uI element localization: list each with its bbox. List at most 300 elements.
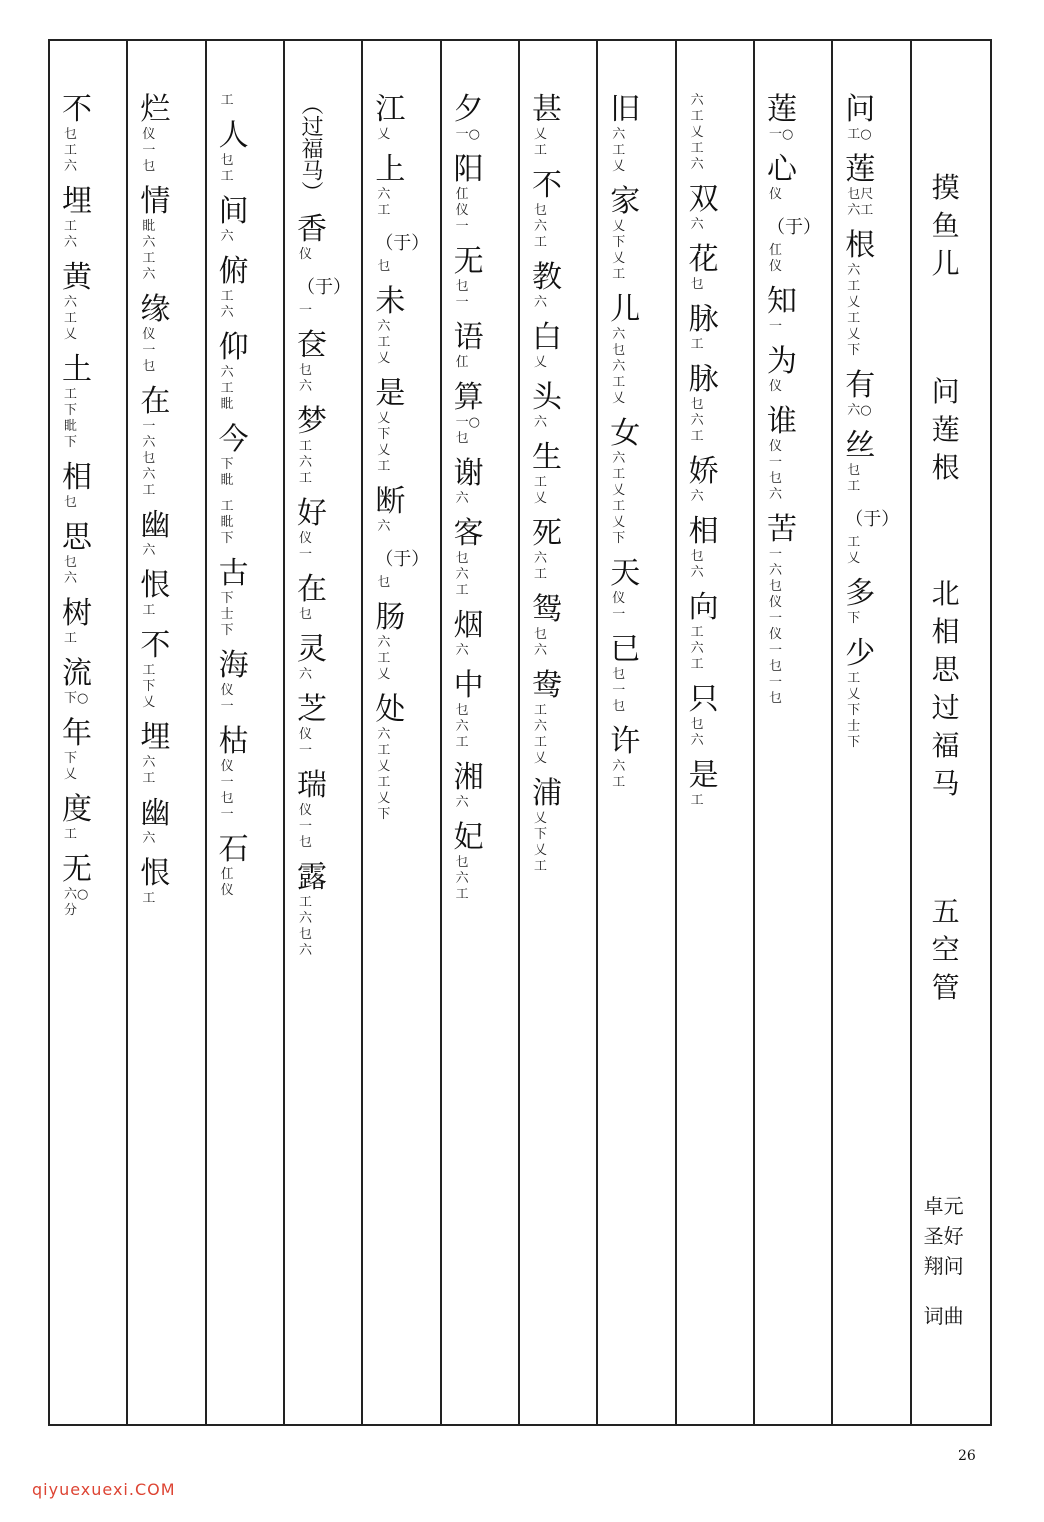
lyric-char: 今 <box>218 422 249 457</box>
lyric-char: 生 <box>531 440 562 475</box>
lyric-char: 谢 <box>453 456 484 491</box>
gongche-note: 六 <box>142 543 156 558</box>
lyric-char: 埋 <box>140 720 171 755</box>
gongche-note: 六 <box>533 719 547 734</box>
score-column <box>520 41 598 1424</box>
lyric-unit <box>375 377 405 475</box>
gongche-note: 乂 <box>690 125 704 140</box>
gongche-note: 下 <box>847 611 861 626</box>
gongche-note: 六 <box>64 159 78 174</box>
lyric-char: 埋 <box>62 184 92 219</box>
gongche-note: 工 <box>533 859 547 874</box>
gongche-note: 乜 <box>847 463 861 478</box>
lyric-unit <box>610 417 640 547</box>
gongche-note: 乜 <box>768 691 782 706</box>
gongche-note: 乜 <box>690 397 704 412</box>
gongche-note: 乜 <box>533 203 547 218</box>
lyric-unit <box>845 577 875 627</box>
gongche-note: 六工 <box>847 203 874 218</box>
lyric-unit <box>297 329 327 395</box>
lyric-unit <box>140 721 170 787</box>
lyric-unit <box>845 505 899 567</box>
lyric-char: 缘 <box>140 292 171 327</box>
gongche-note: 乂 <box>377 667 391 682</box>
lyric-unit <box>375 693 405 823</box>
gongche-note: 六 <box>377 319 391 334</box>
gongche-note: 六 <box>298 943 312 958</box>
gongche-note: 一 <box>298 743 312 758</box>
gongche-note: 乜 <box>64 127 78 142</box>
lyric-unit <box>454 457 484 507</box>
gongche-note: 下 <box>220 531 234 546</box>
lyric-unit <box>297 93 323 203</box>
credit-line: 翔问 <box>923 1254 964 1278</box>
gongche-note: 工 <box>377 203 391 218</box>
lyric-unit <box>219 93 234 109</box>
lyric-unit <box>767 513 797 707</box>
gongche-note: 一 <box>142 143 156 158</box>
lyric-unit <box>454 609 484 659</box>
lyric-unit <box>845 637 875 751</box>
gongche-note: 仜 <box>455 187 469 202</box>
gongche-note: 六 <box>142 755 156 770</box>
lyric-unit <box>767 285 797 335</box>
gongche-note: 乂 <box>533 491 547 506</box>
lyric-char: 石 <box>218 832 249 867</box>
gongche-note: 六 <box>377 635 391 650</box>
gongche-note: 乜 <box>298 835 312 850</box>
lyric-unit <box>454 517 484 599</box>
gongche-note: 六 <box>298 379 312 394</box>
lyric-char: 夕 <box>453 92 484 127</box>
gongche-note: 下 <box>377 807 391 822</box>
gongche-note: 下 <box>142 679 156 694</box>
gongche-note: 仪 <box>298 531 312 546</box>
gongche-note: 六 <box>533 219 547 234</box>
score-column <box>755 41 833 1424</box>
gongche-note: 乜 <box>142 451 156 466</box>
gongche-note: 六 <box>64 295 78 310</box>
gongche-note: 工 <box>142 483 156 498</box>
gongche-note: 乜 <box>298 363 312 378</box>
gongche-note: 乂 <box>64 767 78 782</box>
gongche-note: 下 <box>64 403 78 418</box>
gongche-note: 乂 <box>533 127 547 142</box>
gongche-note: 乂 <box>533 811 547 826</box>
lyric-char: 古 <box>218 556 249 591</box>
lyric-unit <box>532 381 562 431</box>
lyric-unit <box>62 657 92 707</box>
gongche-note: 仪 <box>768 595 782 610</box>
gongche-note: 一 <box>768 319 782 334</box>
gongche-note: 六 <box>612 127 626 142</box>
gongche-note: 六 <box>298 911 312 926</box>
lyric-unit <box>62 353 92 451</box>
gongche-note: 工 <box>220 93 234 108</box>
gongche-note: 乜 <box>612 343 626 358</box>
lyric-unit <box>454 669 484 751</box>
lyric-char: 灵 <box>296 632 327 667</box>
gongche-note: 乂 <box>533 751 547 766</box>
gongche-note: 乜 <box>64 555 78 570</box>
lyric-char: 多 <box>845 576 876 611</box>
lyric-unit <box>62 793 92 843</box>
lyric-unit <box>297 573 327 623</box>
gongche-note: 六 <box>690 413 704 428</box>
lyric-unit <box>689 93 704 173</box>
lyric-unit <box>140 629 170 711</box>
lyric-unit <box>219 119 249 185</box>
lyric-char: 为 <box>766 344 797 379</box>
lyric-unit <box>454 761 484 811</box>
lyric-char: 女 <box>610 416 641 451</box>
gongche-note: 仪 <box>142 127 156 142</box>
gongche-note: 乜 <box>455 703 469 718</box>
lyric-char: 处 <box>375 692 406 727</box>
lyric-char: 已 <box>610 632 641 667</box>
gongche-note: 下 <box>612 531 626 546</box>
lyric-char: 死 <box>531 516 562 551</box>
lyric-unit <box>297 861 327 959</box>
gongche-note: 仪 <box>768 379 782 394</box>
lyric-unit <box>689 243 719 293</box>
gongche-note: 工 <box>533 143 547 158</box>
gongche-note: 乜 <box>455 855 469 870</box>
lyric-unit <box>297 273 351 319</box>
pipe-label: 五 空 管 <box>931 895 960 1004</box>
gongche-note: 工 <box>612 775 626 790</box>
lyric-unit <box>62 597 92 647</box>
lyric-unit <box>219 833 249 899</box>
lyric-unit <box>62 185 92 251</box>
gongche-note: 六 <box>690 733 704 748</box>
lyric-unit <box>610 725 640 791</box>
gongche-note: 工 <box>377 335 391 350</box>
lyric-unit <box>845 153 875 219</box>
gongche-note: 仜 <box>455 355 469 370</box>
lyric-unit <box>532 169 562 251</box>
gongche-note: 乂 <box>612 219 626 234</box>
lyric-unit <box>845 369 875 419</box>
lyric-unit <box>532 321 562 371</box>
lyric-char: 客 <box>453 516 484 551</box>
lyric-unit <box>297 633 327 683</box>
gongche-note: 下 <box>847 343 861 358</box>
lyric-char: 头 <box>531 380 562 415</box>
mode-label: 北 相 思 过 福 马 <box>931 577 960 800</box>
gongche-note: 下 <box>847 735 861 750</box>
lyric-char: 心 <box>766 152 797 187</box>
credit-line: 圣好 <box>923 1224 964 1248</box>
gongche-note: 工 <box>612 267 626 282</box>
gongche-note: 仪 <box>220 759 234 774</box>
lyric-unit <box>845 429 875 495</box>
lyric-char: 双 <box>688 182 719 217</box>
lyric-unit <box>767 213 821 275</box>
gongche-note: 下○ <box>64 691 89 706</box>
gongche-note: 仪 <box>142 327 156 342</box>
lyric-char: 花 <box>688 242 719 277</box>
lyric-char: 阳 <box>453 152 484 187</box>
gongche-note: 乜 <box>377 575 391 590</box>
lyric-char: 情 <box>140 184 171 219</box>
lyric-char: 家 <box>610 184 641 219</box>
gongche-note: 乂 <box>377 791 391 806</box>
gongche-note: 六 <box>455 795 469 810</box>
lyric-unit <box>610 293 640 407</box>
lyric-unit <box>219 725 249 823</box>
gongche-note: 六○ <box>64 887 89 902</box>
gongche-note: 一 <box>142 343 156 358</box>
gongche-note: 工 <box>455 887 469 902</box>
lyric-unit <box>610 557 640 623</box>
gongche-note: 乂 <box>612 515 626 530</box>
gongche-note: 乂 <box>612 251 626 266</box>
gongche-note: 乂 <box>533 843 547 858</box>
gongche-note: 工 <box>64 631 78 646</box>
gongche-note: 乜 <box>455 431 469 446</box>
gongche-note: 下 <box>377 427 391 442</box>
gongche-note: 工 <box>533 703 547 718</box>
lyric-char: 脉 <box>688 362 719 397</box>
gongche-note: 六 <box>455 643 469 658</box>
gongche-note: 一 <box>768 675 782 690</box>
gongche-note: 工 <box>690 625 704 640</box>
gongche-note: 仪 <box>298 727 312 742</box>
gongche-note: 六 <box>455 719 469 734</box>
gongche-note: 下 <box>220 591 234 606</box>
gongche-note: 仪 <box>298 803 312 818</box>
lyric-char: 是 <box>375 376 406 411</box>
score-board <box>48 39 992 1426</box>
gongche-note: 仪 <box>298 247 312 262</box>
score-column <box>128 41 206 1424</box>
score-column <box>677 41 755 1424</box>
lyric-unit <box>689 455 719 505</box>
lyric-char: 土 <box>62 352 92 387</box>
gongche-note: 乂 <box>847 551 861 566</box>
gongche-note: 乜 <box>298 927 312 942</box>
gongche-note: 乜 <box>377 259 391 274</box>
pickup-annotation: （于） <box>766 217 821 238</box>
lyric-unit <box>219 649 249 715</box>
credits <box>924 1191 964 1331</box>
gongche-note: 工○ <box>847 127 872 142</box>
lyric-char: 烟 <box>453 608 484 643</box>
lyric-char: 相 <box>688 514 719 549</box>
lyric-unit <box>62 717 92 783</box>
gongche-note: 工 <box>455 735 469 750</box>
lyric-char: 莲 <box>766 92 797 127</box>
lyric-unit <box>62 261 92 343</box>
gongche-note: 乜 <box>298 607 312 622</box>
lyric-char: 未 <box>375 284 406 319</box>
pickup-annotation: （于） <box>375 549 430 570</box>
gongche-note: 六 <box>612 451 626 466</box>
lyric-unit <box>767 153 797 203</box>
lyric-char: 根 <box>845 228 876 263</box>
gongche-note: 仪 <box>455 203 469 218</box>
gongche-note: 下 <box>533 827 547 842</box>
lyric-unit <box>689 183 719 233</box>
lyric-char: 瑞 <box>296 768 327 803</box>
gongche-note: 工 <box>377 743 391 758</box>
gongche-note: 乜 <box>690 717 704 732</box>
gongche-note: 一 <box>768 455 782 470</box>
gongche-note: 乜 <box>768 579 782 594</box>
gongche-note: 乜 <box>533 627 547 642</box>
piece-title: 摸 鱼 儿 <box>931 171 960 280</box>
gongche-note: 工 <box>690 109 704 124</box>
gongche-note: 乂 <box>377 759 391 774</box>
gongche-note: 下 <box>612 235 626 250</box>
lyric-char: 流 <box>62 656 92 691</box>
gongche-note: 工 <box>612 499 626 514</box>
gongche-note: 仪 <box>768 187 782 202</box>
score-column <box>442 41 520 1424</box>
lyric-unit <box>454 245 484 311</box>
gongche-note: 六 <box>220 229 234 244</box>
gongche-note: 一○ <box>455 127 480 142</box>
gongche-note: 工 <box>533 235 547 250</box>
lyric-unit <box>454 321 484 371</box>
title-column <box>912 41 990 1424</box>
gongche-note: 六 <box>690 641 704 656</box>
pickup-annotation: （于） <box>845 509 900 530</box>
lyric-unit <box>140 857 170 907</box>
gongche-note: 工 <box>220 499 234 514</box>
gongche-note: 工 <box>64 219 78 234</box>
lyric-char: 香 <box>296 212 327 247</box>
gongche-note: 一 <box>220 699 234 714</box>
lyric-char: 恨 <box>140 568 171 603</box>
credit-line: 卓元 <box>923 1194 964 1218</box>
gongche-note: 仪 <box>768 259 782 274</box>
lyric-unit <box>62 461 92 511</box>
lyric-char: 人 <box>218 118 249 153</box>
gongche-note: 工 <box>142 603 156 618</box>
lyric-unit <box>140 93 170 175</box>
gongche-note: 工 <box>142 891 156 906</box>
gongche-note: 工 <box>612 375 626 390</box>
lyric-char: 树 <box>62 596 92 631</box>
gongche-note: 仪 <box>220 683 234 698</box>
gongche-note: 六 <box>847 263 861 278</box>
lyric-unit <box>62 93 92 175</box>
gongche-note: 乂 <box>612 391 626 406</box>
lyric-char: 烂 <box>140 92 171 127</box>
gongche-note: 仜 <box>220 867 234 882</box>
gongche-note: 工 <box>298 895 312 910</box>
lyric-char: 湘 <box>453 760 484 795</box>
lyric-char: 江 <box>375 92 406 127</box>
lyric-char: 肠 <box>375 600 406 635</box>
score-column <box>207 41 285 1424</box>
gongche-note: 六 <box>690 93 704 108</box>
lyric-unit <box>532 261 562 311</box>
lyric-unit <box>454 153 484 235</box>
lyric-char: 思 <box>62 520 92 555</box>
gongche-note: 一○ <box>768 127 794 142</box>
gongche-note: 乂 <box>377 351 391 366</box>
gongche-note: 工 <box>377 651 391 666</box>
gongche-note: 工 <box>142 663 156 678</box>
lyric-unit <box>375 229 429 275</box>
gongche-note: 一 <box>142 419 156 434</box>
gongche-note: 工 <box>377 459 391 474</box>
gongche-note: 工 <box>847 479 861 494</box>
pickup-annotation: （于） <box>296 277 351 298</box>
lyric-unit <box>375 93 405 143</box>
gongche-note: 工 <box>142 771 156 786</box>
gongche-note: 工 <box>612 467 626 482</box>
score-column <box>598 41 676 1424</box>
gongche-note: 工 <box>690 793 704 808</box>
gongche-note: 乜 <box>455 279 469 294</box>
gongche-note: 六 <box>298 455 312 470</box>
lyric-unit <box>454 821 484 903</box>
gongche-note: 一 <box>455 295 469 310</box>
lyric-unit <box>140 385 170 499</box>
gongche-note: 乜 <box>220 791 234 806</box>
gongche-note: 下 <box>220 623 234 638</box>
lyric-char: 俯 <box>218 254 249 289</box>
gongche-note: 工 <box>612 143 626 158</box>
lyric-char: 鸯 <box>531 668 562 703</box>
lyric-char: 间 <box>218 194 249 229</box>
gongche-note: 䀝 <box>64 419 78 434</box>
gongche-note: 乂 <box>377 127 391 142</box>
lyric-unit <box>219 331 249 413</box>
lyric-char: 教 <box>531 260 562 295</box>
lyric-unit <box>689 683 719 749</box>
gongche-note: 六 <box>142 235 156 250</box>
gongche-note: 一 <box>298 303 312 318</box>
lyric-char: 黄 <box>62 260 92 295</box>
gongche-note: 䀝 <box>220 515 234 530</box>
lyric-char: 妃 <box>453 820 484 855</box>
gongche-note: 工 <box>377 775 391 790</box>
gongche-note: 工 <box>298 471 312 486</box>
gongche-note: 工 <box>847 535 861 550</box>
section-annotation: （过福马） <box>297 93 323 203</box>
gongche-note: 工 <box>847 311 861 326</box>
lyric-char: 莲 <box>845 152 876 187</box>
gongche-note: 一 <box>612 683 626 698</box>
gongche-note: 乂 <box>377 443 391 458</box>
gongche-note: 乂 <box>612 483 626 498</box>
lyric-unit <box>375 545 429 591</box>
gongche-note: 工 <box>690 141 704 156</box>
lyric-char: 相 <box>62 460 92 495</box>
gongche-note: 工 <box>533 567 547 582</box>
gongche-note: 六 <box>142 435 156 450</box>
lyric-unit <box>532 93 562 159</box>
lyric-char: 谁 <box>766 404 797 439</box>
gongche-note: 六 <box>220 305 234 320</box>
gongche-note: 乜 <box>455 551 469 566</box>
lyric-char: 枯 <box>218 724 249 759</box>
gongche-note: 一 <box>298 819 312 834</box>
lyric-char: 旧 <box>610 92 641 127</box>
gongche-note: 六 <box>690 489 704 504</box>
gongche-note: 六 <box>64 235 78 250</box>
gongche-note: 乜 <box>142 359 156 374</box>
gongche-note: 六 <box>142 831 156 846</box>
score-column <box>285 41 363 1424</box>
lyric-unit <box>689 515 719 581</box>
lyric-unit <box>610 633 640 715</box>
